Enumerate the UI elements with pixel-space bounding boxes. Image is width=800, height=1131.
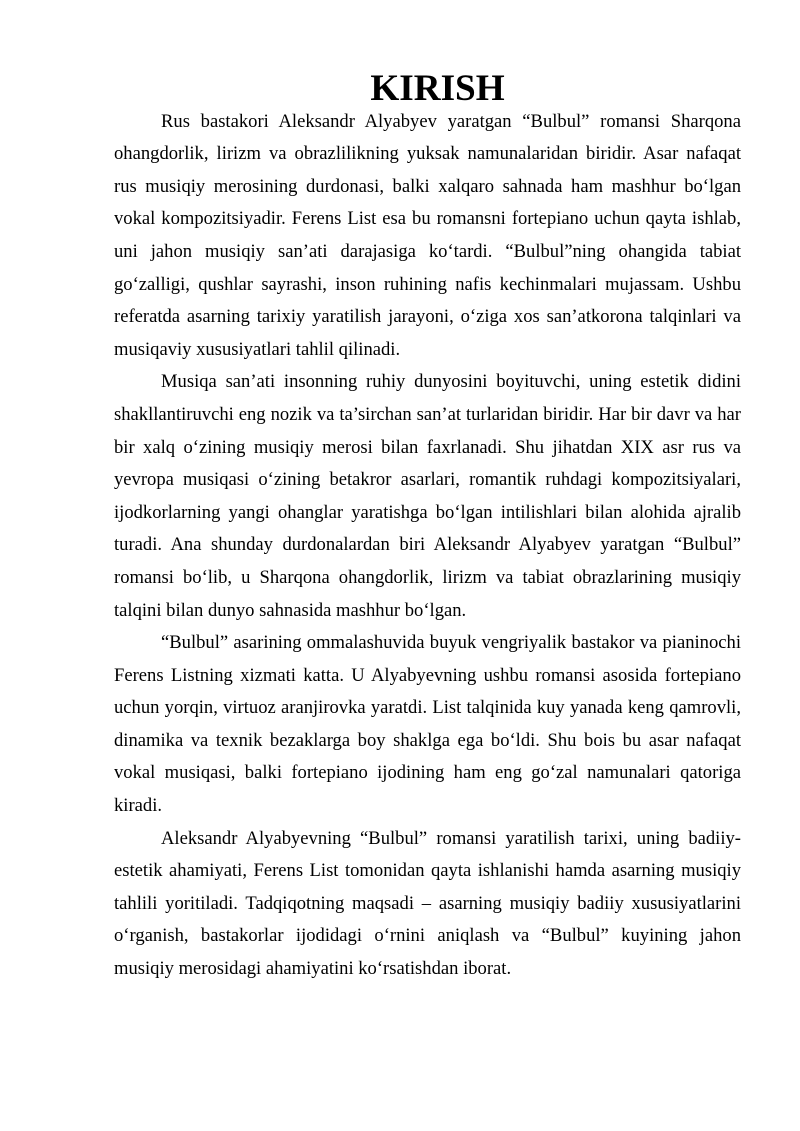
paragraph-1: Rus bastakori Aleksandr Alyabyev yaratgan “Bulbul” romansi Sharqona ohangdorlik, lirizm va obrazlilikning yuksak namunalaridan biridir. Asar nafaqat rus musiqiy merosining durdonasi, balki xalqaro sahnada ham mashhur bo‘lgan vokal kompozitsiyadir. Ferens List esa bu romansni fortepiano uchun qayta ishlab, uni jahon musiqiy san’ati darajasiga ko‘tardi. “Bulbul”ning ohangida tabiat go‘zalligi, qushlar sayrashi, inson ruhining nafis kechinmalari mujassam. Ushbu referatda asarning tarixiy yaratilish jarayoni, o‘ziga xos san’atkorona talqinlari va musiqaviy xususiyatlari tahlil qilinadi. — [114, 110, 741, 360]
paragraph-2: Musiqa san’ati insonning ruhiy dunyosini boyituvchi, uning estetik didini shakllantiruvchi eng nozik va ta’sirchan san’at turlaridan biridir. Har bir davr va har bir xalq o‘zining musiqiy merosi bilan faxrlanadi. Shu jihatdan XIX asr rus va yevropa musiqasi o‘zining betakror asarlari, romantik ruhdagi kompozitsiyalari, ijodkorlarning yangi ohanglar yaratishga bo‘lgan intilishlari bilan alohida ajralib turadi. Ana shunday durdonalardan biri Aleksandr Alyabyev yaratgan “Bulbul” romansi bo‘lib, u Sharqona ohangdorlik, lirizm va tabiat obrazlarining musiqiy talqini bilan dunyo sahnasida mashhur bo‘lgan. — [114, 371, 741, 621]
paragraph-4: Aleksandr Alyabyevning “Bulbul” romansi yaratilish tarixi, uning badiiy-estetik ahamiyati, Ferens List tomonidan qayta ishlanishi hamda asarning musiqiy tahlili yoritiladi. Tadqiqotning maqsadi – asarning musiqiy badiiy xususiyatlarini o‘rganish, bastakorlar ijodidagi o‘rnini aniqlash va “Bulbul” kuyining jahon musiqiy merosidagi ahamiyatini ko‘rsatishdan iborat. — [114, 827, 741, 980]
document-body — [114, 68, 741, 986]
paragraph-3: “Bulbul” asarining ommalashuvida buyuk vengriyalik bastakor va pianinochi Ferens Listning xizmati katta. U Alyabyevning ushbu romansi asosida fortepiano uchun yorqin, virtuoz aranjirovka yaratdi. List talqinida kuy yanada keng qamrovli, dinamika va texnik bezaklarga boy shaklga ega bo‘ldi. Shu bois bu asar nafaqat vokal musiqasi, balki fortepiano ijodining ham eng go‘zal namunalari qatoriga kiradi. — [114, 632, 741, 817]
page-title: KIRISH — [370, 68, 505, 109]
